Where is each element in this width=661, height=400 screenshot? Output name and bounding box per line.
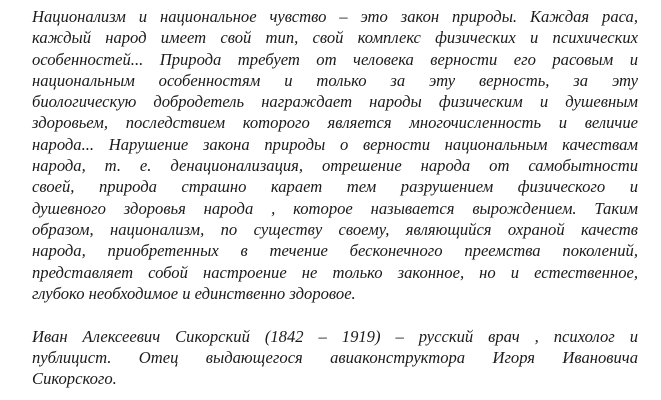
quote-line: здоровьем, последствием которого является многочисленность и величие: [32, 113, 638, 133]
quote-line: особенностей... Природа требует от человека верности его расовым и: [32, 49, 638, 69]
paragraph-spacer: [32, 304, 638, 326]
attribution-paragraph: [32, 326, 638, 390]
attribution-line: Сикорского.: [32, 369, 117, 389]
quote-line: глубоко необходимое и единственно здоровое.: [32, 283, 356, 303]
attribution-line: Иван Алексеевич Сикорский (1842 – 1919) – русский врач , психолог и: [32, 326, 638, 346]
quote-line: народа... Нарушение закона природы о верности национальным качествам: [32, 134, 638, 154]
quote-line: представляет собой настроение не только законное, но и естественное,: [32, 262, 638, 282]
quote-line: народа, т. е. денационализация, отрешение народа от самобытности: [32, 156, 638, 176]
quote-paragraph: [32, 6, 638, 304]
quote-line: каждый народ имеет свой тип, свой комплекс физических и психических: [32, 28, 638, 48]
attribution-line: публицист. Отец выдающегося авиаконструктора Игоря Ивановича: [32, 347, 638, 367]
quote-line: образом, национализм, по существу своему, являющийся охраной качеств: [32, 219, 638, 239]
quote-line: биологическую добродетель награждает народы физическим и душевным: [32, 92, 638, 112]
document-page: [32, 6, 638, 390]
quote-line: национальным особенностям и только за эту верность, за эту: [32, 70, 638, 90]
quote-line: Национализм и национальное чувство – это закон природы. Каждая раса,: [32, 7, 638, 26]
quote-line: душевного здоровья народа , которое называется вырождением. Таким: [32, 198, 638, 218]
quote-line: своей, природа страшно карает тем разрушением физического и: [32, 177, 638, 197]
quote-line: народа, приобретенных в течение бесконечного преемства поколений,: [32, 241, 638, 261]
